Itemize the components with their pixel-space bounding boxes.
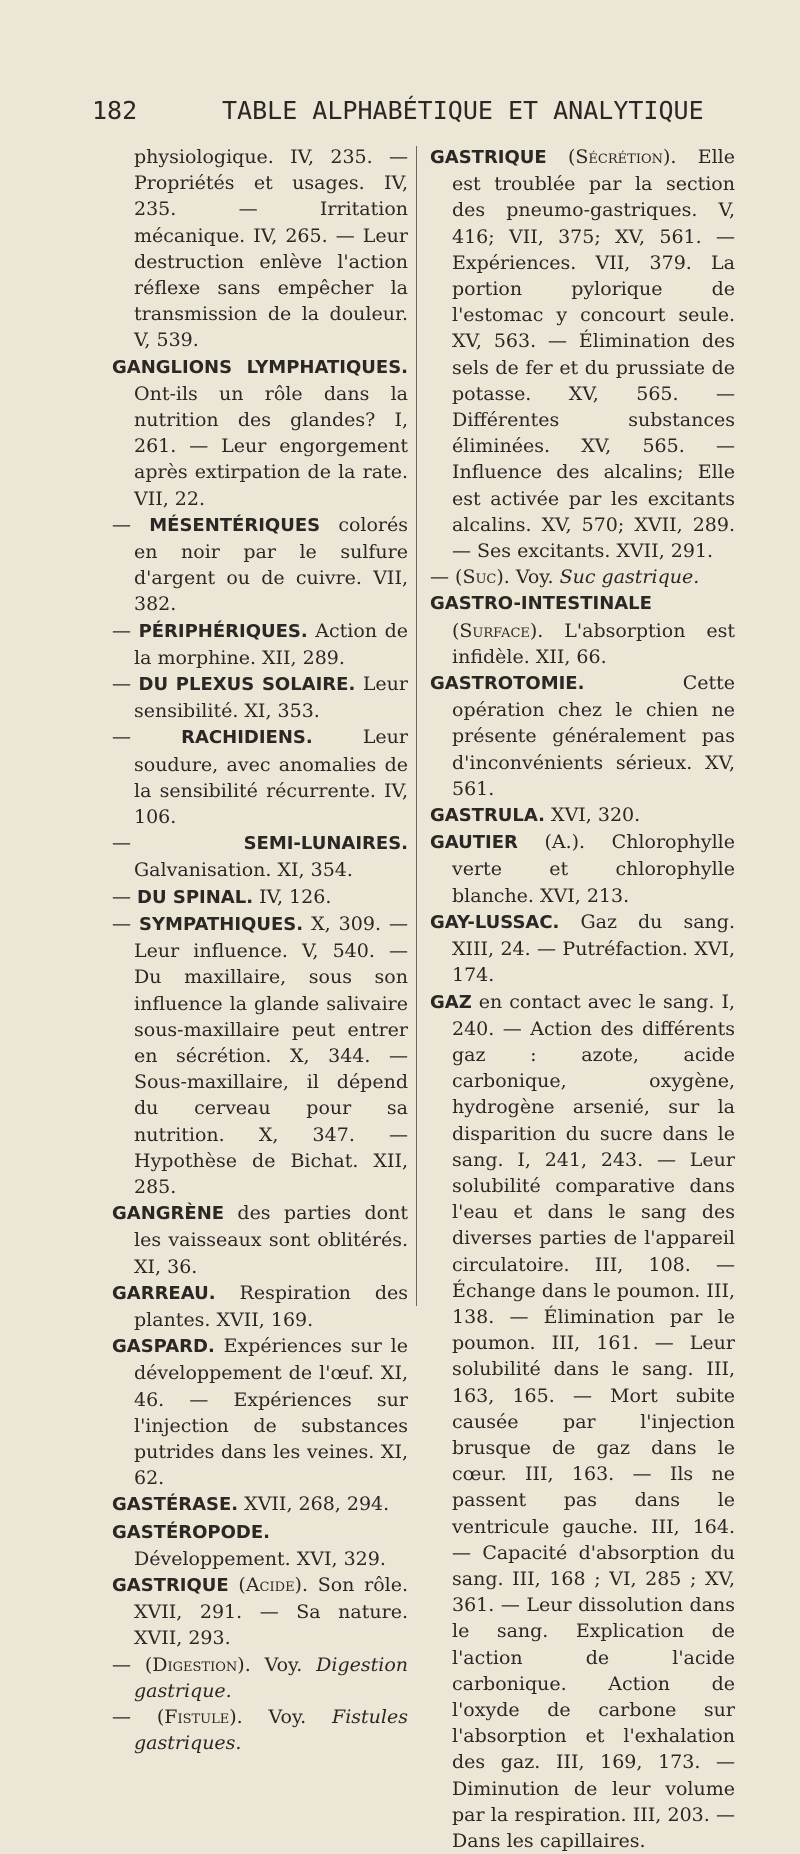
entry-text: physiologique. IV, 235. — Propriétés et usages. IV, 235. — Irritation mécanique. IV, 265. — Leur destruction enlève l'action réflexe sans empêcher la transmission de la douleur. V, 539. — [134, 146, 408, 351]
index-entry — [112, 1652, 408, 1704]
entry-text: IV, 126. — [253, 886, 331, 908]
entry-text: Leur soudure, avec anomalies de la sensibilité récurrente. IV, 106. — [134, 726, 408, 828]
entry-text: XVI, 320. — [545, 804, 640, 826]
entry-qualifier: (Fistule). — [157, 1706, 243, 1728]
entry-headword: GARREAU. — [112, 1283, 216, 1304]
index-entry — [112, 1333, 408, 1491]
entry-headword: MÉSENTÉRIQUES — [149, 515, 320, 536]
index-entry — [430, 144, 735, 564]
entry-text: (A.). Chlorophylle verte et chlorophylle blanche. XVI, 213. — [452, 831, 735, 906]
index-entry — [112, 671, 408, 724]
entry-dash: — — [112, 673, 139, 695]
column-divider — [416, 146, 417, 1306]
entry-dash: — — [430, 566, 455, 588]
index-entry — [112, 354, 408, 512]
entry-headword: GASTRO-INTESTINALE — [430, 593, 652, 614]
running-head — [92, 96, 740, 136]
entry-text: Expériences sur le développement de l'œuf. XI, 46. — Expériences sur l'injection de substances putrides dans les veines. XI, 62. — [134, 1335, 408, 1489]
entry-text: colorés en noir par le sulfure d'argent ou de cuivre. VII, 382. — [134, 514, 408, 616]
entry-text: en contact avec le sang. I, 240. — Action des différents gaz : azote, acide carbonique, oxygène, hydrogène arsenié, sur la disparition du sucre dans le sang. I, 241, 243. — Leur solubilité comparative dans l'eau et dans le sang des diverses parties de l'appareil circulatoire. III, 108. — Échange dans le poumon. III, 138. — Élimination par le poumon. III, 161. — Leur solubilité dans le sang. III, 163, 165. — Mort subite causée par l'injection brusque de gaz dans le cœur. III, 163. — Ils ne passent pas dans le ventricule gauche. III, 164. — Capacité d'absorption du sang. III, 168 ; VI, 285 ; XV, 361. — Leur dissolution dans le sang. Explication de l'action de l'acide carbonique. Action de l'oxyde de carbone sur l'absorption et l'exhalation des gaz. III, 169, 173. — Diminution de leur volume par la respiration. III, 203. — Dans les capillaires. — [452, 991, 735, 1853]
entry-dash: — — [112, 514, 149, 536]
entry-headword: DU SPINAL. — [137, 887, 253, 908]
entry-dash: — — [112, 620, 139, 642]
entry-crossref: Fistules gastriques. — [134, 1706, 408, 1754]
entry-dash: — — [112, 913, 139, 935]
index-entry — [112, 1704, 408, 1756]
right-column — [430, 144, 735, 1854]
entry-text: Voy. — [510, 566, 560, 588]
entry-headword: GASTRULA. — [430, 805, 545, 826]
index-entry — [112, 911, 408, 1200]
entry-headword: SYMPATHIQUES. — [139, 914, 303, 935]
entry-headword: GAZ — [430, 992, 472, 1013]
entry-crossref: Digestion gastrique. — [134, 1654, 408, 1702]
index-entry — [430, 670, 735, 802]
entry-dash: — — [112, 1654, 145, 1676]
index-entry — [112, 1572, 408, 1652]
entry-qualifier: (Acide). — [229, 1574, 308, 1596]
entry-headword: DU PLEXUS SOLAIRE. — [139, 674, 356, 695]
entry-qualifier: (Digestion). — [145, 1654, 251, 1676]
entry-dash: — — [112, 886, 137, 908]
entry-text: des parties dont les vaisseaux sont oblitérés. XI, 36. — [134, 1202, 408, 1277]
index-entry — [430, 909, 735, 989]
entry-headword: GAY-LUSSAC. — [430, 912, 559, 933]
entry-text: Cette opération chez le chien ne présente généralement pas d'inconvénients sérieux. XV, 561. — [452, 672, 735, 800]
page-number: 182 — [92, 96, 137, 125]
left-column — [112, 144, 408, 1756]
entry-headword: RACHIDIENS. — [181, 727, 313, 748]
entry-headword: GANGLIONS LYMPHATIQUES. — [112, 357, 408, 378]
index-entry — [112, 884, 408, 911]
entry-headword: GASTRIQUE — [112, 1575, 229, 1596]
index-entry — [112, 618, 408, 671]
entry-headword: GASTÉRASE. — [112, 1494, 238, 1515]
entry-headword: SEMI-LUNAIRES. — [244, 833, 408, 854]
entry-text: Voy. — [243, 1706, 332, 1728]
index-entry — [112, 830, 408, 883]
index-entry — [430, 829, 735, 909]
index-entry — [112, 1519, 408, 1572]
entry-text: Respiration des plantes. XVII, 169. — [134, 1282, 408, 1331]
entry-text: Ont-ils un rôle dans la nutrition des glandes? I, 261. — Leur engorgement après extirpation de la rate. VII, 22. — [134, 383, 408, 510]
entry-qualifier: (Suc). — [455, 566, 510, 588]
entry-text: Voy. — [251, 1654, 316, 1676]
header-title: TABLE ALPHABÉTIQUE ET ANALYTIQUE — [222, 96, 704, 125]
entry-text: Action de la morphine. XII, 289. — [134, 620, 408, 669]
entry-text: X, 309. — Leur influence. V, 540. — Du maxillaire, sous son influence la glande salivaire sous-maxillaire peut entrer en sécrétion. X, 344. — Sous-maxillaire, il dépend du cerveau pour sa nutrition. X, 347. — Hypothèse de Bichat. XII, 285. — [134, 913, 408, 1198]
entry-qualifier: (Sécrétion). — [547, 146, 677, 168]
entry-headword: GAUTIER — [430, 832, 518, 853]
entry-text: Elle est troublée par la section des pneumo-gastriques. V, 416; VII, 375; XV, 561. — Expériences. VII, 379. La portion pylorique de l'estomac y concourt seule. XV, 563. — Élimination des sels de fer et du prussiate de potasse. XV, 565. — Différentes substances éliminées. XV, 565. — Influence des alcalins; Elle est activée par les excitants alcalins. XV, 570; XVII, 289. — Ses excitants. XVII, 291. — [452, 146, 735, 562]
entry-headword: GASTROTOMIE. — [430, 673, 584, 694]
index-entry — [112, 1200, 408, 1280]
entry-headword: GANGRÈNE — [112, 1203, 224, 1224]
index-entry — [430, 564, 735, 590]
entry-text: Galvanisation. XI, 354. — [134, 859, 353, 881]
entry-text: Son rôle. XVII, 291. — Sa nature. XVII, 293. — [134, 1574, 408, 1649]
entry-qualifier: (Surface). — [452, 620, 543, 642]
index-entry — [430, 590, 735, 670]
entry-text: Leur sensibilité. XI, 353. — [134, 673, 408, 722]
entry-text: XVII, 268, 294. — [238, 1493, 389, 1515]
entry-headword: GASPARD. — [112, 1336, 215, 1357]
index-entry — [430, 989, 735, 1854]
entry-dash: — — [112, 726, 181, 748]
entry-headword: GASTRIQUE — [430, 147, 547, 168]
entry-text: L'absorption est infidèle. XII, 66. — [452, 620, 735, 668]
entry-text: Gaz du sang. XIII, 24. — Putréfaction. XVI, 174. — [452, 911, 735, 986]
index-entry — [112, 724, 408, 830]
entry-headword: PÉRIPHÉRIQUES. — [139, 621, 308, 642]
entry-text: Développement. XVI, 329. — [134, 1548, 386, 1570]
index-entry — [112, 1280, 408, 1333]
entry-dash: — — [112, 1706, 157, 1728]
index-entry — [430, 802, 735, 829]
index-entry — [112, 1491, 408, 1518]
index-entry — [112, 144, 408, 354]
entry-crossref: Suc gastrique. — [560, 566, 700, 588]
entry-headword: GASTÉROPODE. — [112, 1522, 270, 1543]
index-entry — [112, 512, 408, 618]
entry-dash: — — [112, 832, 244, 854]
